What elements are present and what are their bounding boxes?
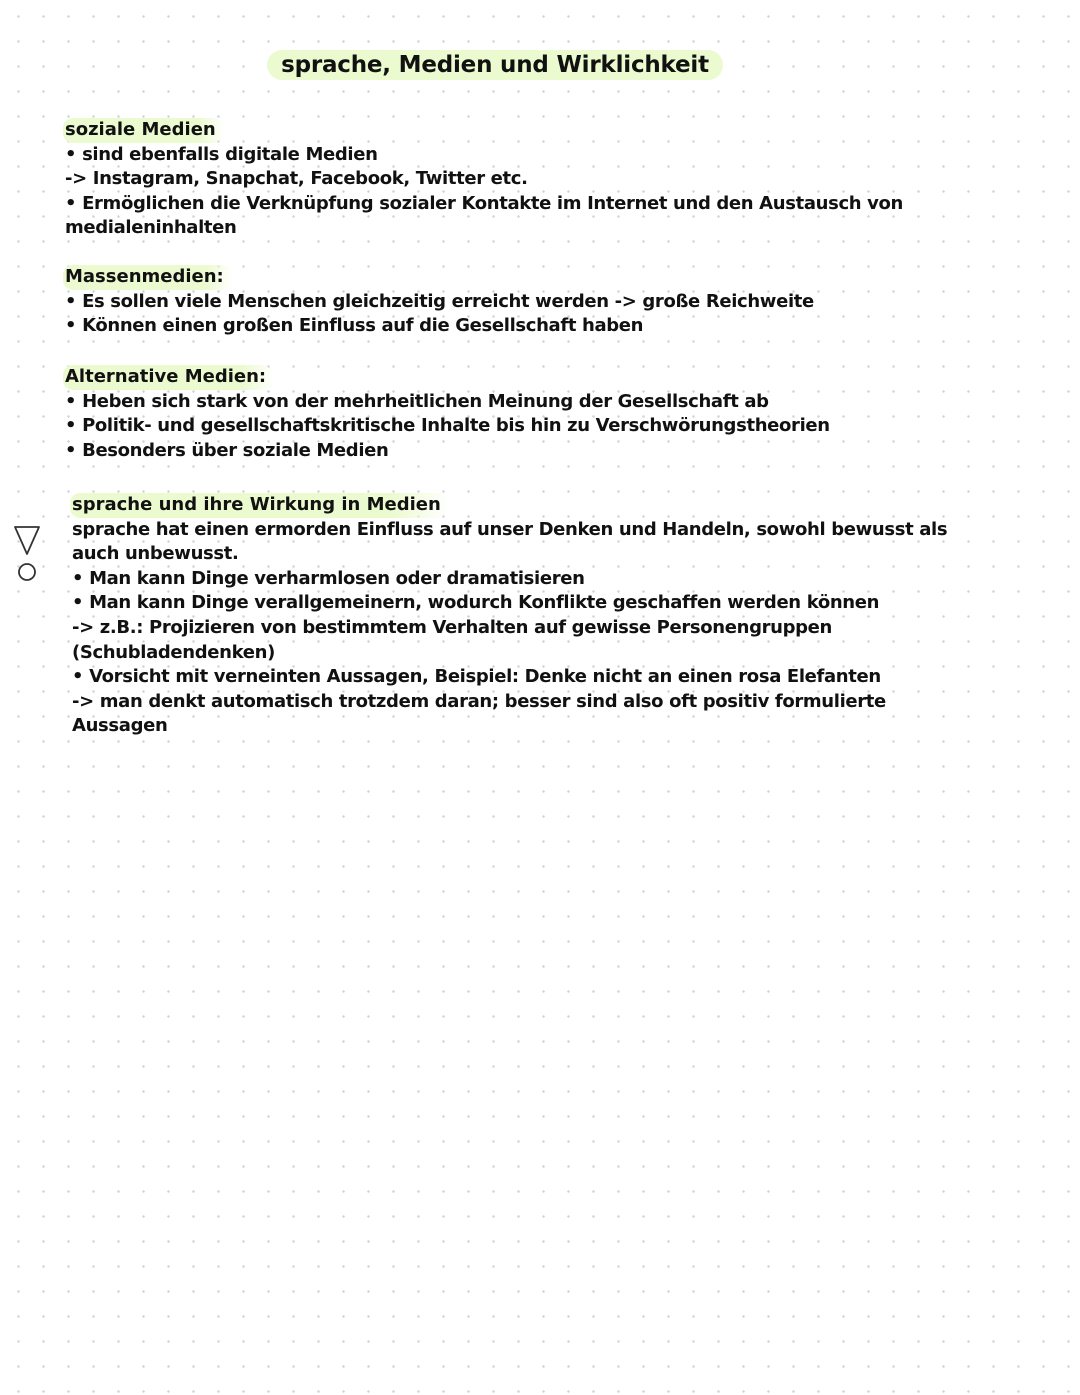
text-line: auch unbewusst. <box>72 543 239 565</box>
text-line: • Ermöglichen die Verknüpfung sozialer Kontakte im Internet und den Austausch von <box>65 192 904 214</box>
section-soziale-medien <box>65 118 1025 241</box>
text-line: sprache hat einen ermorden Einfluss auf unser Denken und Handeln, sowohl bewusst als <box>72 518 948 540</box>
title-container <box>0 50 1080 80</box>
section-heading: sprache und ihre Wirkung in Medien <box>70 493 449 518</box>
text-line: • Politik- und gesellschaftskritische Inhalte bis hin zu Verschwörungstheorien <box>65 415 830 437</box>
section-heading: Massenmedien: <box>63 265 232 290</box>
text-line: • Man kann Dinge verallgemeinern, wodurch Konflikte geschaffen werden können <box>72 592 880 614</box>
text-line: medialeninhalten <box>65 217 237 239</box>
text-line: -> man denkt automatisch trotzdem daran; besser sind also oft positiv formulierte <box>72 690 886 712</box>
text-line: • Heben sich stark von der mehrheitlichen Meinung der Gesellschaft ab <box>65 390 769 412</box>
text-line: • Besonders über soziale Medien <box>65 439 389 461</box>
text-line: • Vorsicht mit verneinten Aussagen, Beispiel: Denke nicht an einen rosa Elefanten <box>72 666 881 688</box>
text-line: • Können einen großen Einfluss auf die Gesellschaft haben <box>65 315 644 337</box>
text-line: • Man kann Dinge verharmlosen oder dramatisieren <box>72 567 585 589</box>
text-line: Aussagen <box>72 715 168 737</box>
text-line: -> Instagram, Snapchat, Facebook, Twitter etc. <box>65 168 528 190</box>
text-line: • sind ebenfalls digitale Medien <box>65 143 378 165</box>
section-heading: Alternative Medien: <box>63 365 274 390</box>
section-heading: soziale Medien <box>63 118 224 143</box>
exclamation-mark-icon <box>12 524 42 584</box>
section-massenmedien <box>65 265 1025 339</box>
section-sprache-wirkung <box>72 493 1032 739</box>
text-line: (Schubladendenken) <box>72 641 275 663</box>
section-alternative-medien <box>65 365 1025 463</box>
text-line: • Es sollen viele Menschen gleichzeitig erreicht werden -> große Reichweite <box>65 290 814 312</box>
text-line: -> z.B.: Projizieren von bestimmtem Verhalten auf gewisse Personengruppen <box>72 616 832 638</box>
page-title: sprache, Medien und Wirklichkeit <box>267 50 723 80</box>
